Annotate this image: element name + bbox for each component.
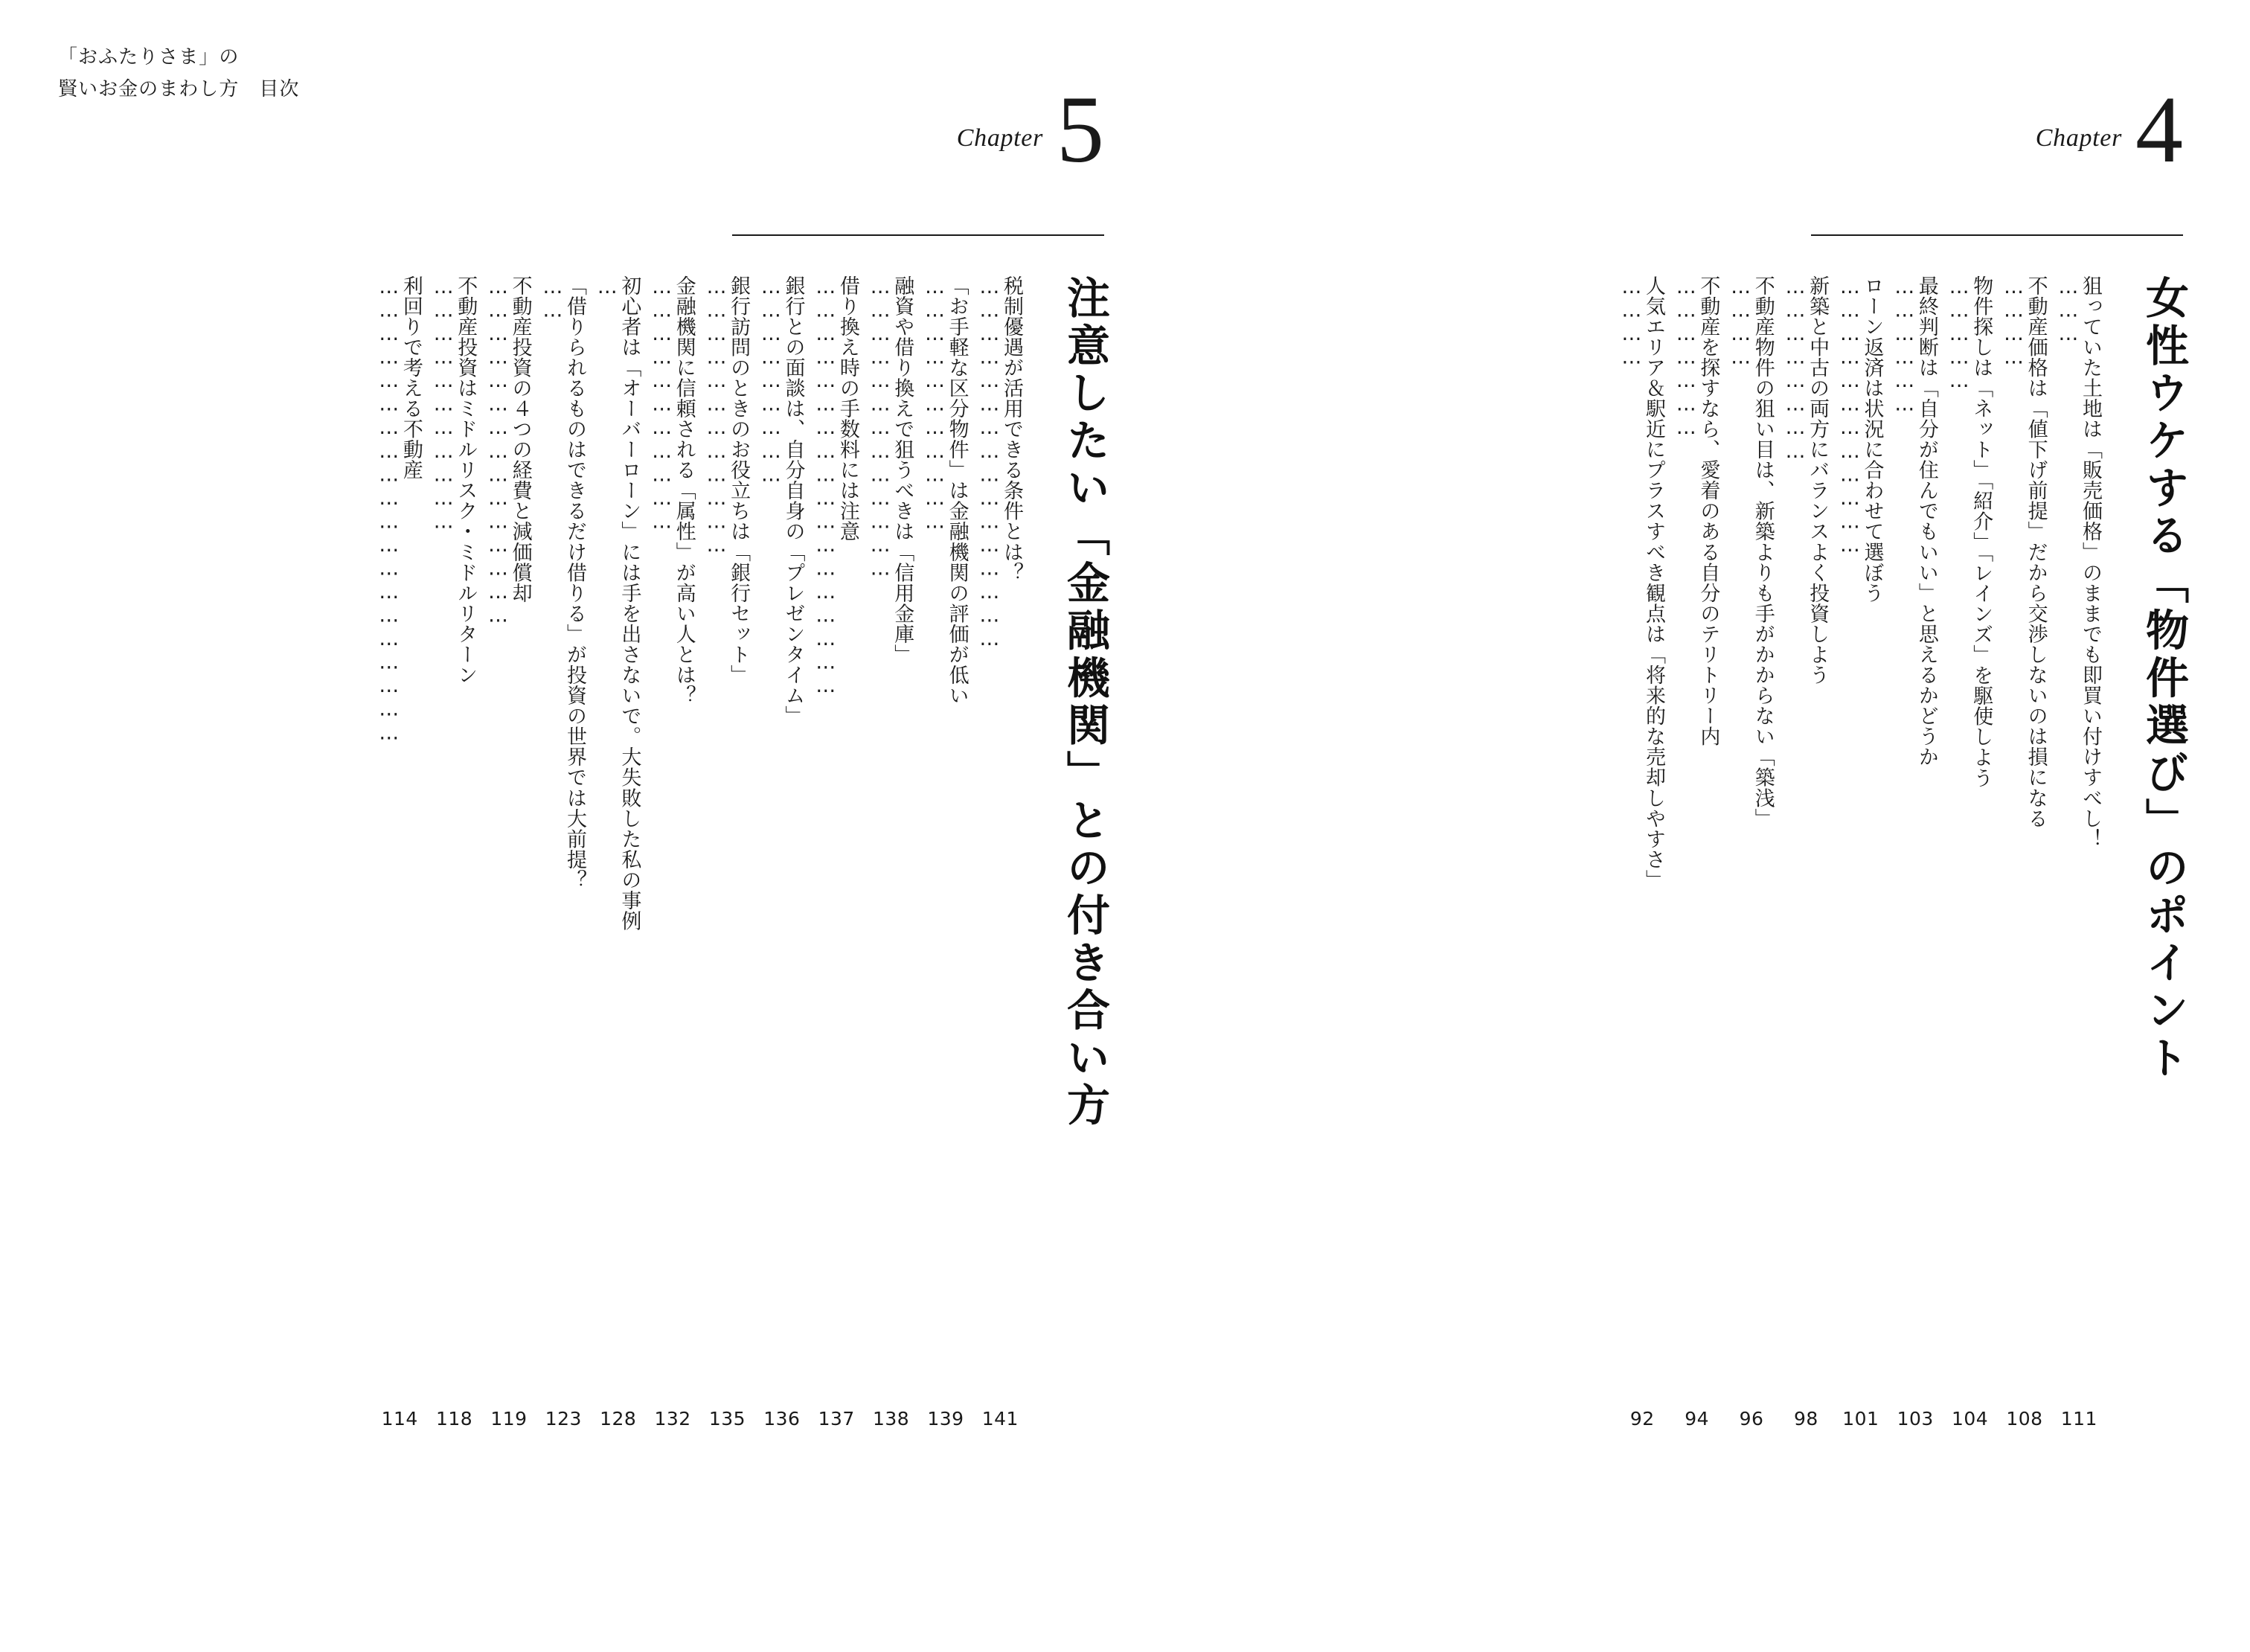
toc-entry-page: 123 xyxy=(545,1407,582,1430)
toc-entry-page: 118 xyxy=(435,1407,473,1430)
toc-entry-text: 「借りられるものはできるだけ借りる」が投資の世界では大前提？ xyxy=(563,275,586,891)
toc-entry[interactable] xyxy=(650,275,696,1430)
chapter-title-4: 女性ウケする「物件選び」のポイント xyxy=(2138,275,2189,1083)
chapter-rule-4 xyxy=(1811,234,2183,236)
toc-entry-leader: …………………………………………………… xyxy=(377,275,401,745)
toc-entry-page: 98 xyxy=(1794,1407,1818,1430)
toc-entry-text: 不動産物件の狙い目は、新築よりも手がかからない「築浅」 xyxy=(1751,275,1775,829)
toc-entry[interactable] xyxy=(759,275,805,1430)
toc-entry-page: 103 xyxy=(1897,1407,1934,1430)
book-title-line1: 「おふたりさま」の xyxy=(58,46,240,68)
toc-entry-page: 114 xyxy=(381,1407,418,1430)
toc-entry-text: 「お手軽な区分物件」は金融機関の評価が低い xyxy=(945,275,969,706)
toc-entry-leader: ……………………………………… xyxy=(486,275,510,628)
chapter-rule-5 xyxy=(732,234,1104,236)
book-title-line2: 賢いお金のまわし方 目次 xyxy=(58,77,300,100)
toc-entry[interactable] xyxy=(2057,275,2102,1430)
toc-entry-page: 94 xyxy=(1685,1407,1710,1430)
chapter-heading-5 xyxy=(956,77,1104,182)
toc-entry[interactable] xyxy=(705,275,751,1430)
toc-entry-text: 不動産投資の４つの経費と減価償却 xyxy=(508,275,532,604)
toc-entry[interactable] xyxy=(432,275,478,1430)
toc-entry-page: 132 xyxy=(654,1407,691,1430)
toc-entry-leader: …… xyxy=(541,275,565,323)
toc-entry-page: 138 xyxy=(872,1407,910,1430)
chapter-block-5 xyxy=(219,0,1149,1652)
toc-entry-text: 銀行訪問のときのお役立ちは「銀行セット」 xyxy=(727,275,751,685)
toc-entry-leader: …………………… xyxy=(1783,275,1807,464)
toc-entry-leader: ……………………………… xyxy=(705,275,728,557)
toc-entry[interactable] xyxy=(2001,275,2048,1430)
toc-entry-text: 融資や借り換えで狙うべきは「信用金庫」 xyxy=(891,275,914,665)
toc-entry-leader: ……… xyxy=(2057,275,2080,346)
chapter-block-4 xyxy=(1298,0,2228,1652)
toc-entry-leader: ………………………………………… xyxy=(978,275,1001,651)
toc-entry[interactable] xyxy=(1620,275,1665,1430)
toc-entry[interactable] xyxy=(868,275,914,1430)
toc-entries-5 xyxy=(368,275,1023,1466)
toc-entry-text: 狙っていた土地は「販売価格」のままでも即買い付けすべし！ xyxy=(2079,275,2102,850)
toc-entry[interactable] xyxy=(814,275,859,1430)
toc-entry-leader: ……………… xyxy=(1893,275,1917,417)
chapter-word-4: Chapter xyxy=(2035,124,2122,152)
toc-entry-page: 111 xyxy=(2060,1407,2097,1430)
toc-entry-leader: …………………………… xyxy=(923,275,946,534)
toc-entry[interactable] xyxy=(1838,275,1884,1430)
toc-entry-leader: ………… xyxy=(2001,275,2025,370)
chapter-heading-4 xyxy=(2035,77,2183,182)
toc-entry-page: 137 xyxy=(818,1407,855,1430)
toc-entry-leader: ………… xyxy=(1620,275,1644,370)
toc-entry-text: 借り換え時の手数料には注意 xyxy=(836,275,859,542)
toc-entry[interactable] xyxy=(377,275,423,1430)
toc-entry-leader: ……………………………… xyxy=(1838,275,1862,557)
toc-entry-text: 不動産を探すなら、愛着のある自分のテリトリー内 xyxy=(1696,275,1720,747)
toc-entry[interactable] xyxy=(486,275,532,1430)
toc-entry-page: 136 xyxy=(763,1407,801,1430)
toc-entry-page: 141 xyxy=(981,1407,1019,1430)
toc-entry[interactable] xyxy=(1783,275,1830,1430)
toc-entry-text: 人気エリア＆駅近にプラスすべき観点は「将来的な売却しやすさ」 xyxy=(1642,275,1665,891)
chapter-title-5: 注意したい「金融機関」との付き合い方 xyxy=(1060,275,1110,1130)
toc-entry-page: 119 xyxy=(490,1407,528,1430)
toc-entry-leader: …………… xyxy=(1947,275,1971,393)
toc-entry[interactable] xyxy=(1729,275,1775,1430)
toc-entry-leader: ………………………………… xyxy=(868,275,892,581)
toc-entry-text: 銀行との面談は、自分自身の「プレゼンタイム」 xyxy=(781,275,805,726)
toc-entry[interactable] xyxy=(1947,275,1993,1430)
toc-entry-text: 新築と中古の両方にバランスよく投資しよう xyxy=(1806,275,1830,685)
toc-entry-page: 108 xyxy=(2006,1407,2043,1430)
toc-entry[interactable] xyxy=(978,275,1023,1430)
toc-entry-leader: ………… xyxy=(1729,275,1753,370)
toc-entry[interactable] xyxy=(541,275,586,1430)
toc-entry-leader: ……………………………………………… xyxy=(814,275,838,698)
toc-entry-page: 135 xyxy=(708,1407,746,1430)
toc-entry[interactable] xyxy=(1893,275,1938,1430)
toc-entry-leader: …………………………… xyxy=(650,275,674,534)
toc-entry-text: ローン返済は状況に合わせて選ぼう xyxy=(1860,275,1884,604)
toc-entry-page: 128 xyxy=(600,1407,637,1430)
toc-entry-text: 最終判断は「自分が住んでもいい」と思えるかどうか xyxy=(1914,275,1938,767)
toc-entry[interactable] xyxy=(923,275,969,1430)
chapter-word-5: Chapter xyxy=(956,124,1043,152)
toc-entry[interactable] xyxy=(595,275,641,1430)
toc-entry-page: 92 xyxy=(1629,1407,1655,1430)
toc-entry-page: 139 xyxy=(927,1407,964,1430)
toc-entry-leader: … xyxy=(595,275,619,299)
toc-entry-text: 不動産価格は「値下げ前提」だから交渉しないのは損になる xyxy=(2024,275,2048,829)
chapter-number-4: 4 xyxy=(2135,77,2183,182)
toc-entry-text: 不動産投資はミドルリスク・ミドルリターン xyxy=(454,275,478,685)
toc-entry-text: 利回りで考える不動産 xyxy=(399,275,423,481)
chapter-number-5: 5 xyxy=(1057,77,1104,182)
toc-entry-page: 96 xyxy=(1739,1407,1764,1430)
toc-entry-leader: …………………………… xyxy=(432,275,455,534)
toc-entry[interactable] xyxy=(1674,275,1720,1430)
toc-entry-page: 101 xyxy=(1842,1407,1879,1430)
toc-entry-text: 税制優遇が活用できる条件とは？ xyxy=(1000,275,1023,583)
toc-entry-page: 104 xyxy=(1951,1407,1989,1430)
toc-entry-text: 初心者は「オーバーローン」には手を出さないで。大失敗した私の事例 xyxy=(618,275,641,932)
toc-entries-4 xyxy=(1610,275,2101,1466)
toc-entry-text: 金融機関に信頼される「属性」が高い人とは？ xyxy=(672,275,696,706)
toc-entry-leader: ……………………… xyxy=(759,275,783,487)
toc-entry-text: 物件探しは「ネット」「紹介」「レインズ」を駆使しよう xyxy=(1969,275,1993,789)
toc-entry-leader: ………………… xyxy=(1674,275,1698,440)
